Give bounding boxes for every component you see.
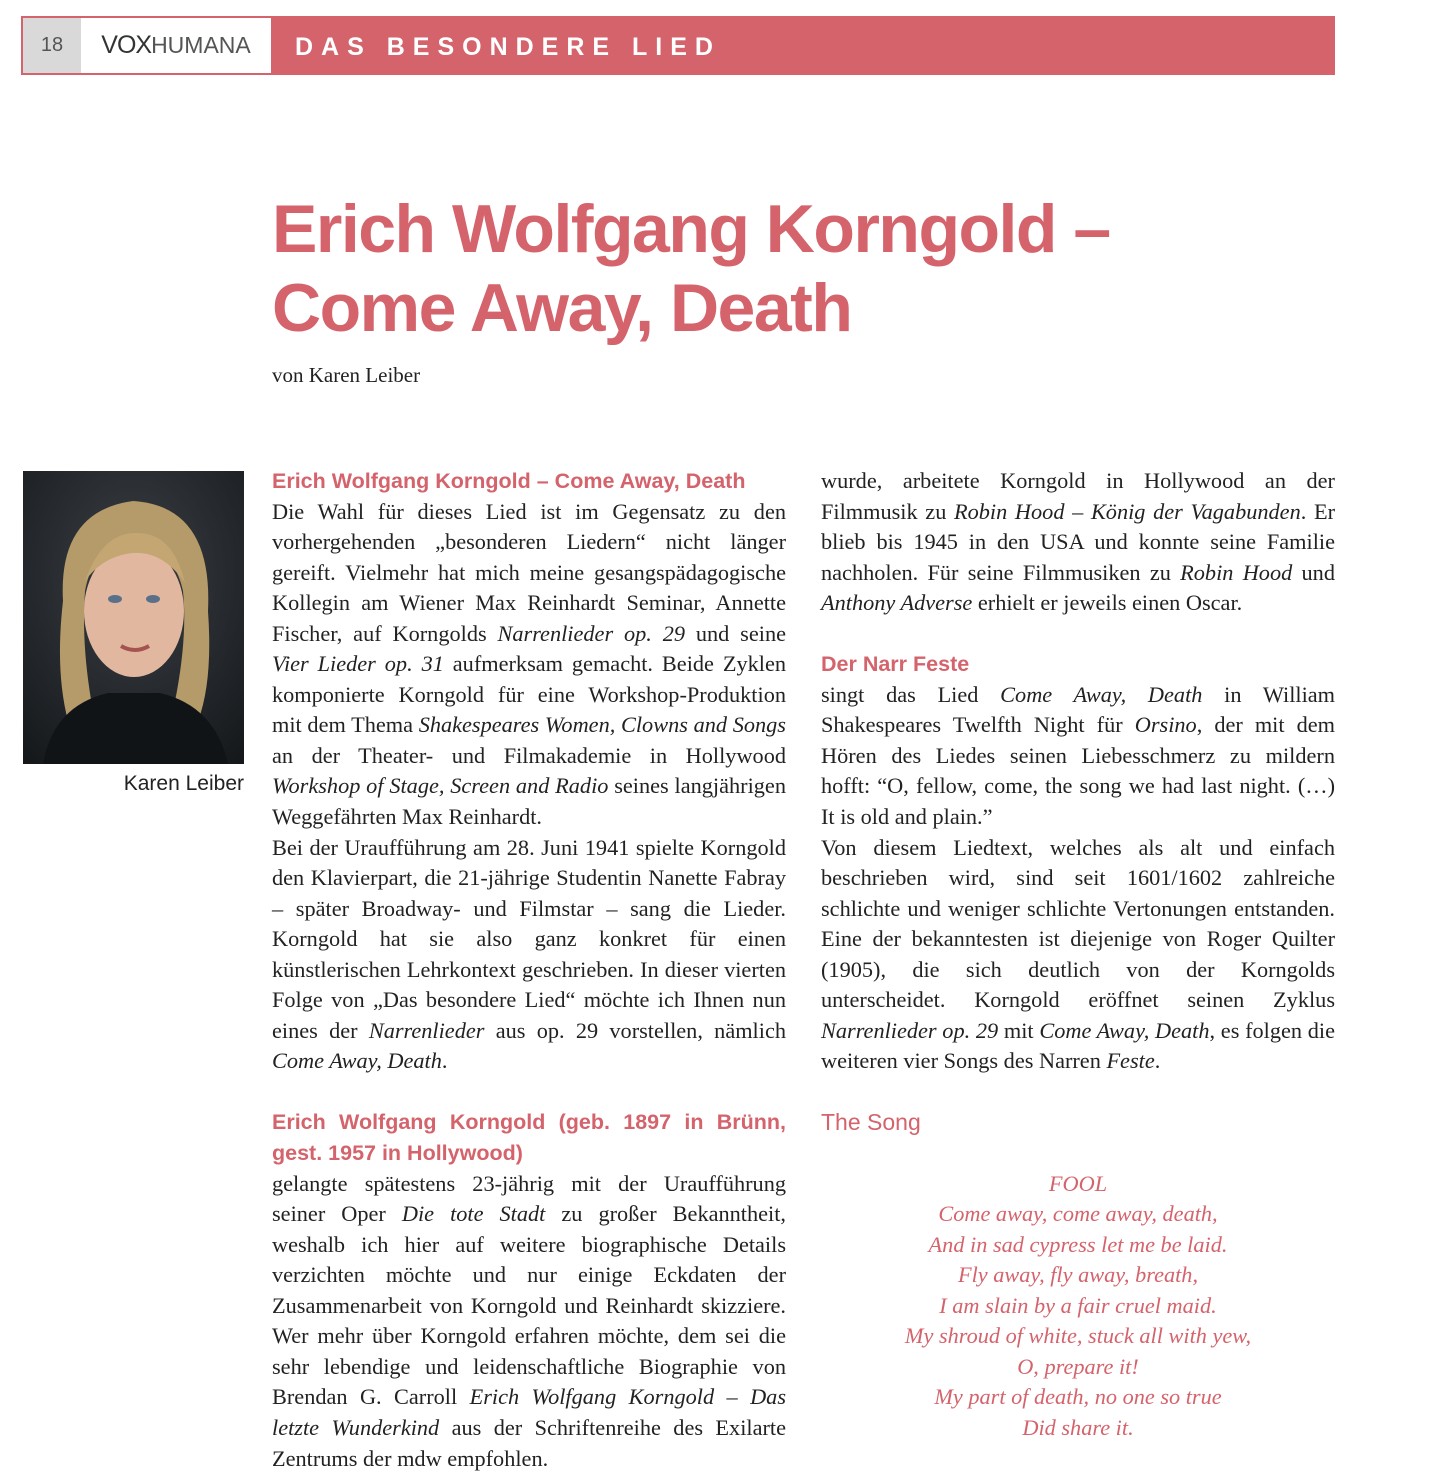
magazine-logo [81,18,271,73]
photo-caption: Karen Leiber [123,772,244,795]
column-right [821,466,1335,1444]
portrait-image [23,471,244,764]
paragraph-settings: Von diesem Liedtext, welches als alt und einfach beschrieben wird, sind seit 1601/1602 zahlreiche schlichte und weniger schlichte Vertonungen entstanden. Eine der bekanntesten ist diejenige von Roger Quilter (1905), die sich deutlich von der Korngolds unterscheidet. Korngold eröffnet seinen Zyklus Narrenlieder op. 29 mit Come Away, Death, es folgen die weiteren vier Songs des Narren Feste. [821,834,1335,1074]
logo-bold: VOX [101,31,152,59]
section-heading-intro: Erich Wolfgang Korngold – Come Away, Death [272,469,746,493]
paragraph-premiere: Bei der Uraufführung am 28. Juni 1941 spielte Korngold den Klavierpart, die 21-jährige Studentin Nanette Fabray – später Broadway- und Filmstar – sang die Lieder. Korngold hat sie also ganz konkret für einen künstlerischen Lehrkontext geschrieben. In dieser vierten Folge von „Das besondere Lied“ möchte ich Ihnen nun eines der Narrenlieder aus op. 29 vorstellen, nämlich Come Away, Death. [272,834,786,1074]
author-photo [23,471,244,764]
poem-line: FOOL [1048,1170,1108,1196]
poem-line: O, prepare it! [1017,1353,1139,1379]
title-line-2: Come Away, Death [272,270,852,346]
page-number: 18 [23,18,81,73]
poem-line: My part of death, no one so true [934,1384,1222,1410]
poem-line: Fly away, fly away, breath, [957,1262,1199,1288]
byline: von Karen Leiber [272,363,421,387]
section-heading-feste: Der Narr Feste [821,652,970,677]
paragraph-feste: singt das Lied Come Away, Death in William Shakespeares Twelfth Night für Orsino, der mit dem Hören des Liedes seinen Liebesschmerz zu mildern hofft: “O, fellow, come, the song we had last night. (…) It is old and plain.” [821,681,1336,830]
section-heading-biography: Erich Wolfgang Korngold (geb. 1897 in Brünn, gest. 1957 in Hollywood) [272,1110,786,1166]
song-lyrics [821,1169,1335,1444]
logo-light: HUMANA [151,32,251,58]
section-heading-song: The Song [821,1109,921,1136]
page-header [21,16,1335,75]
article-title [272,190,1272,348]
section-rubric: DAS BESONDERE LIED [295,33,721,61]
poem-line: Come away, come away, death, [938,1201,1218,1227]
paragraph-hollywood: wurde, arbeitete Korngold in Hollywood an der Filmmusik zu Robin Hood – König der Vagabunden. Er blieb bis 1945 in den USA und konnte seine Familie nachholen. Für seine Filmmusiken zu Robin Hood und Anthony Adverse erhielt er jeweils einen Oscar. [821,468,1335,616]
paragraph-intro: Die Wahl für dieses Lied ist im Gegensatz zu den vorhergehenden „besonderen Liedern“ nicht länger gereift. Vielmehr hat mich meine gesangspädagogische Kollegin am Wiener Max Reinhardt Seminar, Annette Fischer, auf Korngolds Narrenlieder op. 29 und seine Vier Lieder op. 31 aufmerksam gemacht. Beide Zyklen komponierte Korngold für eine Workshop-Produktion mit dem Thema Shakespeares Women, Clowns and Songs an der Theater- und Filmakademie in Hollywood Workshop of Stage, Screen and Radio seines langjährigen Weggefährten Max Reinhardt. [272,498,787,830]
poem-line: Did share it. [1022,1414,1134,1440]
paragraph-biography: gelangte spätestens 23-jährig mit der Uraufführung seiner Oper Die tote Stadt zu großer Bekanntheit, weshalb ich hier auf weitere biographische Details verzichten möchte und nur einige Eckdaten der Zusammenarbeit von Korngold und Reinhardt skizziere. Wer mehr über Korngold erfahren möchte, dem sei die sehr lebendige und leidenschaftliche Biographie von Brendan G. Carroll Erich Wolfgang Korngold – Das letzte Wunderkind aus der Schriftenreihe des Exilarte Zentrums der mdw empfohlen. [272,1170,787,1471]
poem-line: My shroud of white, stuck all with yew, [904,1323,1252,1349]
title-line-1: Erich Wolfgang Korngold – [272,191,1110,267]
poem-line: And in sad cypress let me be laid. [928,1231,1228,1257]
poem-line: I am slain by a fair cruel maid. [939,1292,1217,1318]
column-left [272,466,786,1474]
